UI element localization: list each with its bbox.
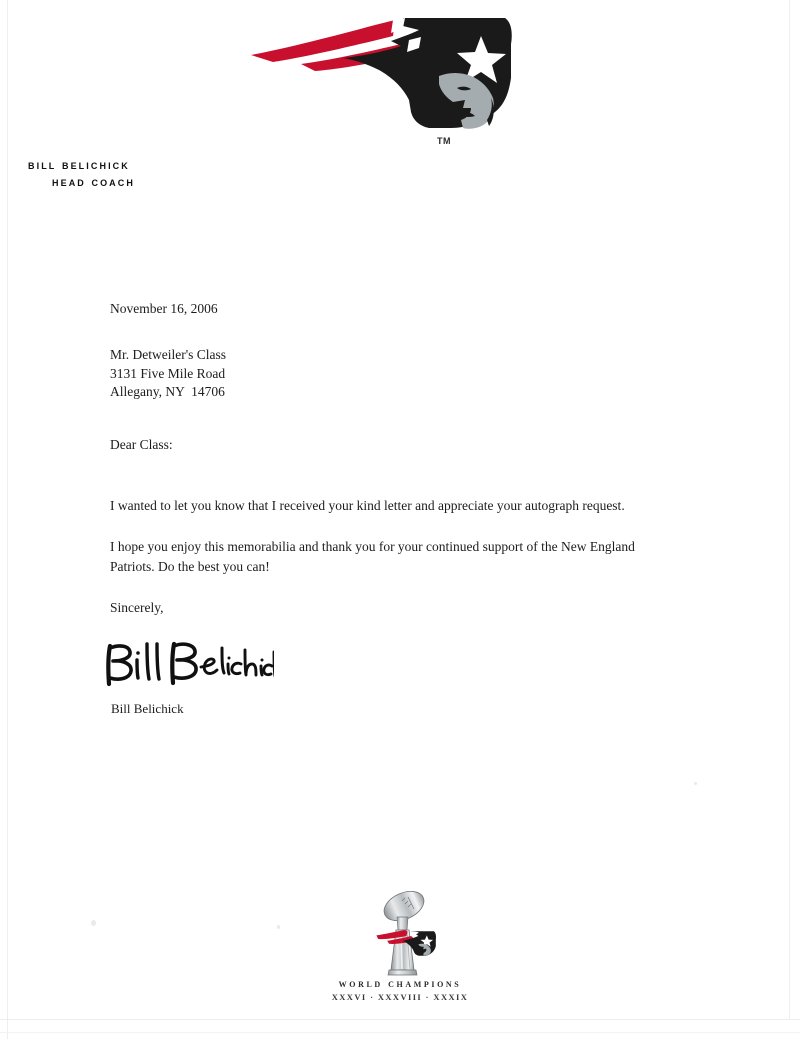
world-champions-mark — [0, 890, 800, 1002]
letter-salutation: Dear Class: — [110, 436, 173, 452]
scan-edge-left — [7, 0, 8, 1039]
letter-body — [110, 300, 690, 617]
letterhead-title: head coach — [52, 175, 135, 189]
scan-edge-right — [789, 0, 790, 1020]
scan-speck — [694, 782, 697, 785]
lombardi-trophy-icon — [356, 890, 444, 976]
handwritten-signature — [104, 640, 274, 690]
letter-closing: Sincerely, — [110, 599, 164, 615]
letterhead-name: bill belichick — [28, 158, 130, 172]
trademark-symbol: TM — [437, 136, 451, 146]
world-champions-label: world champions — [338, 978, 462, 990]
letter-paragraph-2: I hope you enjoy this memorabilia and thank you for your continued support of the New England Patriots. Do the best you can! — [110, 538, 635, 574]
championship-numerals: XXXVI · XXXVIII · XXXIX — [331, 992, 469, 1002]
scan-speck — [91, 920, 96, 926]
letter-paragraph-1: I wanted to let you know that I received your kind letter and appreciate your autograph request. — [110, 497, 625, 513]
scan-edge-bottom — [0, 1019, 800, 1020]
address-line-2: 3131 Five Mile Road — [110, 365, 226, 381]
patriots-logo-icon — [243, 8, 515, 140]
scan-edge-bottom-secondary — [0, 1032, 800, 1033]
letter-date: November 16, 2006 — [110, 301, 218, 316]
scan-speck — [277, 925, 280, 929]
address-line-1: Mr. Detweiler's Class — [110, 347, 227, 362]
address-line-3: Allegany, NY 14706 — [110, 384, 225, 399]
recipient-address — [110, 346, 690, 402]
signed-name: Bill Belichick — [111, 701, 184, 716]
letterhead — [28, 157, 328, 191]
